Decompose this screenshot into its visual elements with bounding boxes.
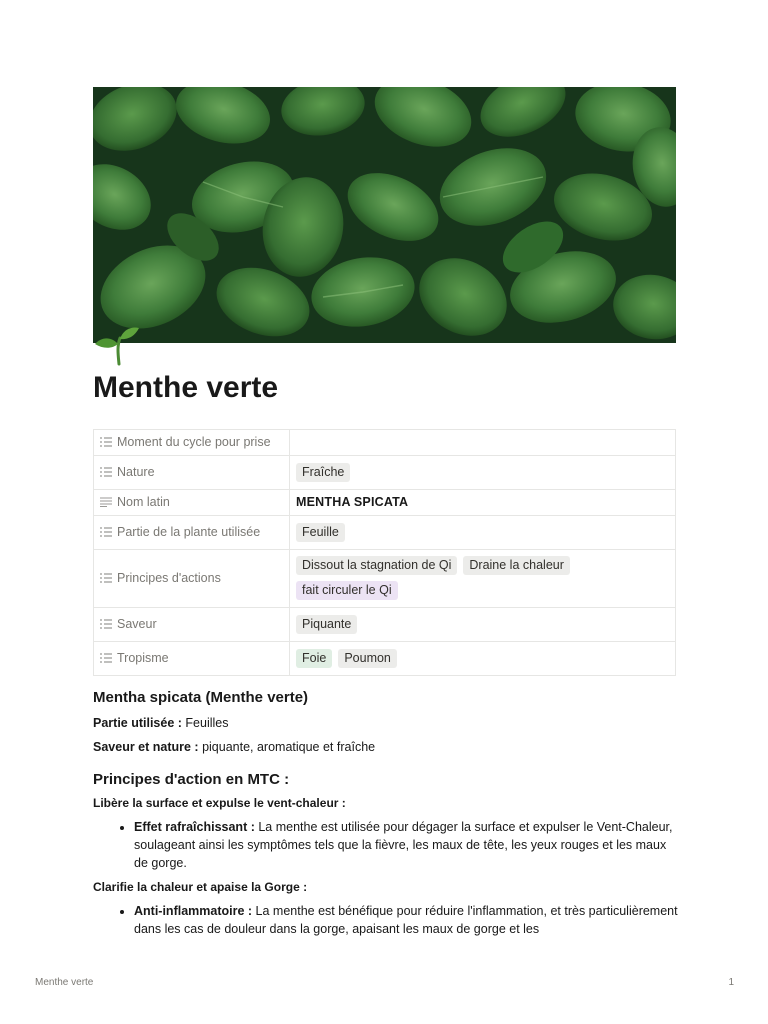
- section-title: Clarifie la chaleur et apaise la Gorge :: [93, 880, 308, 894]
- property-value[interactable]: [290, 608, 676, 642]
- list-item: • Anti-inflammatoire : La menthe est bénéfique pour réduire l'inflammation, et très particulièrement dans les cas de douleur dans la gorge, apaisant les maux de gorge et les: [134, 902, 683, 938]
- property-key: Nom latin: [94, 490, 290, 516]
- property-key: Nature: [94, 456, 290, 490]
- list-icon: [100, 619, 112, 629]
- bullet-list: [93, 902, 683, 938]
- list-icon: [100, 573, 112, 583]
- property-value[interactable]: MENTHA SPICATA: [290, 490, 676, 516]
- paragraph-partie: Partie utilisée : Feuilles: [93, 716, 229, 730]
- tag: Feuille: [296, 523, 345, 542]
- tag: Piquante: [296, 615, 357, 634]
- tag: Foie: [296, 649, 332, 668]
- property-row: [94, 490, 676, 516]
- paragraph-saveur: Saveur et nature : piquante, aromatique et fraîche: [93, 740, 376, 754]
- bullet-list: [93, 818, 683, 872]
- cover-image: [93, 87, 676, 343]
- seedling-icon: [93, 322, 141, 366]
- property-value[interactable]: [290, 456, 676, 490]
- property-value[interactable]: [290, 550, 676, 608]
- property-key: Saveur: [94, 608, 290, 642]
- list-icon: [100, 437, 112, 447]
- tag: Poumon: [338, 649, 397, 668]
- page-number: 1: [728, 977, 734, 988]
- property-row: [94, 456, 676, 490]
- list-icon: [100, 527, 112, 537]
- page-title: Menthe verte: [93, 371, 279, 404]
- tag: fait circuler le Qi: [296, 581, 398, 600]
- property-key: Tropisme: [94, 642, 290, 676]
- text-icon: [100, 497, 112, 507]
- page-body: [93, 686, 683, 944]
- list-icon: [100, 467, 112, 477]
- tag: Dissout la stagnation de Qi: [296, 556, 457, 575]
- tag: Fraîche: [296, 463, 350, 482]
- property-row: [94, 516, 676, 550]
- property-key: Partie de la plante utilisée: [94, 516, 290, 550]
- heading-species: Mentha spicata (Menthe verte): [93, 689, 309, 706]
- property-row: [94, 642, 676, 676]
- property-key: Principes d'actions: [94, 550, 290, 608]
- property-value[interactable]: [290, 642, 676, 676]
- footer-title: Menthe verte: [35, 977, 94, 988]
- tag: Draine la chaleur: [463, 556, 570, 575]
- properties-table: [93, 429, 676, 676]
- property-value[interactable]: [290, 516, 676, 550]
- property-value[interactable]: [290, 430, 676, 456]
- property-row: [94, 550, 676, 608]
- property-key: Moment du cycle pour prise: [94, 430, 290, 456]
- property-row: [94, 608, 676, 642]
- heading-principes: Principes d'action en MTC :: [93, 771, 290, 788]
- list-item: • Effet rafraîchissant : La menthe est utilisée pour dégager la surface et expulser le Vent-Chaleur, soulageant ainsi les symptômes tels que la fièvre, les maux de tête, les yeux rouges et les maux de gorge.: [134, 818, 683, 872]
- section-title: Libère la surface et expulse le vent-chaleur :: [93, 796, 346, 810]
- property-row: [94, 430, 676, 456]
- list-icon: [100, 653, 112, 663]
